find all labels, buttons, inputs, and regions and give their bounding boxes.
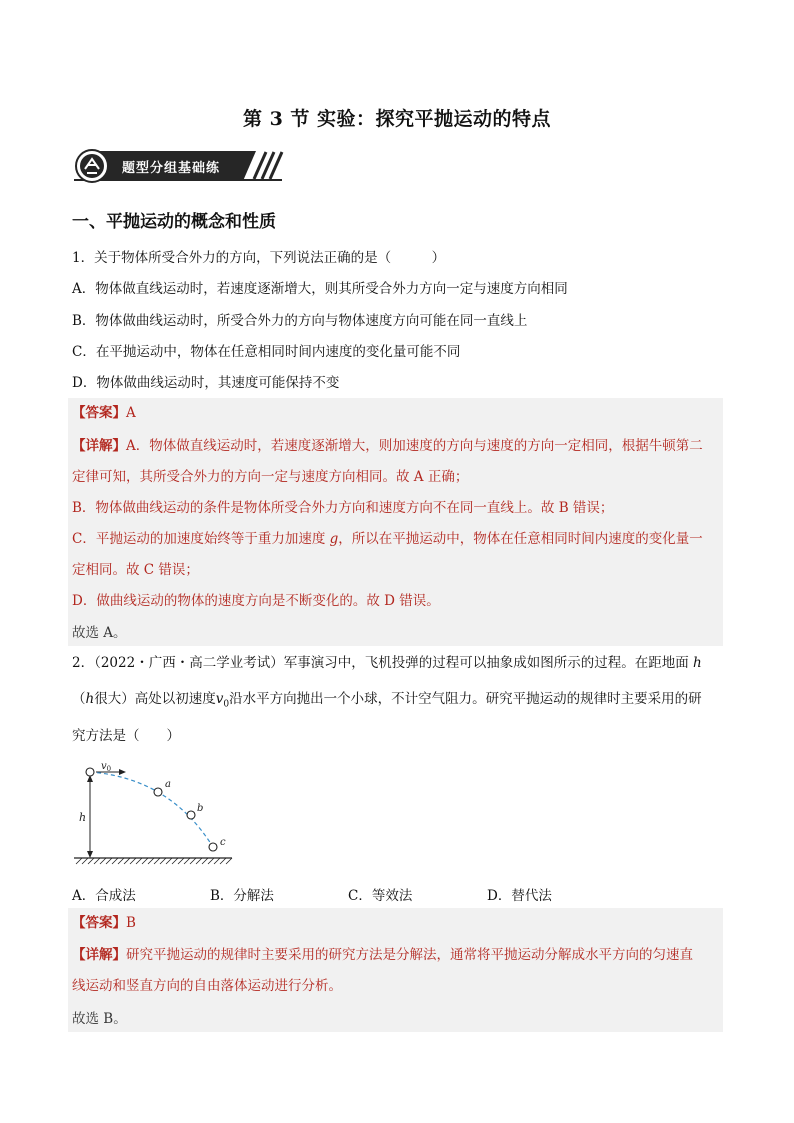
section-heading: 一、平抛运动的概念和性质 <box>72 212 276 232</box>
q2-option-a: A．合成法 <box>72 888 136 904</box>
stem-text: 沿水平方向抛出一个小球，不计空气阻力。研究平抛运动的规律时主要采用的研 <box>229 691 702 707</box>
q2-stem-line <box>72 654 702 672</box>
detail-text: C．平抛运动的加速度始终等于重力加速度 <box>72 531 330 547</box>
detail-text: ，所以在平抛运动中，物体在任意相同时间内速度的变化量一 <box>338 531 703 547</box>
stem-text: 很大）高处以初速度 <box>94 691 216 707</box>
detail-label: 【详解】 <box>72 947 126 963</box>
q1-detail-line <box>72 437 703 455</box>
q2-stem-line <box>72 690 702 714</box>
answer-value: B <box>126 915 136 931</box>
q1-detail-line: D．做曲线运动的物体的速度方向是不断变化的。故 D 错误。 <box>72 593 440 609</box>
q2-stem-line: 究方法是（ ） <box>72 728 180 744</box>
q1-detail-line <box>72 530 703 548</box>
q1-conclusion: 故选 A。 <box>72 625 127 641</box>
q1-detail-line: 定相同。故 C 错误； <box>72 562 199 578</box>
q1-detail-line: B．物体做曲线运动的条件是物体所受合外力方向和速度方向不在同一直线上。故 B 错误； <box>72 500 614 516</box>
symbol-g: g <box>329 531 339 547</box>
q1-answer <box>72 404 136 422</box>
label-v0: $v_0$ <box>101 761 112 773</box>
page-title: 第 3 节 实验：探究平抛运动的特点 <box>242 108 552 130</box>
q1-option-d: D．物体做曲线运动时，其速度可能保持不变 <box>72 375 340 391</box>
ball-b <box>187 811 195 819</box>
ball-c <box>209 843 217 851</box>
symbol-h: h <box>693 655 702 671</box>
stem-text: （ <box>72 691 86 707</box>
answer-label: 【答案】 <box>72 405 126 421</box>
answer-value: A <box>126 405 136 421</box>
q1-detail-line: 定律可知，其所受合外力的方向一定与速度方向相同。故 A 正确； <box>72 469 469 485</box>
ball-start <box>86 768 94 776</box>
detail-label: 【详解】 <box>72 438 126 454</box>
detail-text: 研究平抛运动的规律时主要采用的研究方法是分解法，通常将平抛运动分解成水平方向的匀速直 <box>126 947 693 963</box>
banner-label: 题型分组基础练 <box>122 161 221 176</box>
q1-option-b: B．物体做曲线运动时，所受合外力的方向与物体速度方向可能在同一直线上 <box>72 313 528 329</box>
answer-label: 【答案】 <box>72 915 126 931</box>
detail-text: A．物体做直线运动时，若速度逐渐增大，则加速度的方向与速度的方向一定相同，根据牛顿第二 <box>126 438 703 454</box>
subscript: 0 <box>223 699 230 710</box>
label-c: c <box>220 837 226 848</box>
q2-option-b: B．分解法 <box>210 888 274 904</box>
q2-answer <box>72 914 136 932</box>
q2-detail-line <box>72 946 693 964</box>
trajectory-curve <box>90 772 213 847</box>
symbol-v: v <box>215 691 224 707</box>
section-banner <box>72 148 284 184</box>
q2-option-d: D．替代法 <box>487 888 552 904</box>
label-a: a <box>165 779 171 790</box>
label-h: h <box>79 811 87 824</box>
q2-answer-box <box>68 908 723 1032</box>
label-b: b <box>197 803 204 814</box>
stem-text: 2．（2022・广西・高二学业考试）军事演习中，飞机投弹的过程可以抽象成如图所示的过程。在距地面 <box>72 655 693 671</box>
ground-hatching <box>76 858 232 864</box>
projectile-figure <box>70 760 240 866</box>
symbol-h: h <box>85 691 95 707</box>
q2-detail-line: 线运动和竖直方向的自由落体运动进行分析。 <box>72 978 342 994</box>
q2-conclusion: 故选 B。 <box>72 1011 127 1027</box>
ball-a <box>154 788 162 796</box>
q2-option-c: C．等效法 <box>348 888 413 904</box>
q1-option-a: A．物体做直线运动时，若速度逐渐增大，则其所受合外力方向一定与速度方向相同 <box>72 281 568 297</box>
q1-stem: 1．关于物体所受合外力的方向，下列说法正确的是（ ） <box>72 250 446 266</box>
q1-option-c: C．在平抛运动中，物体在任意相同时间内速度的变化量可能不同 <box>72 344 461 360</box>
